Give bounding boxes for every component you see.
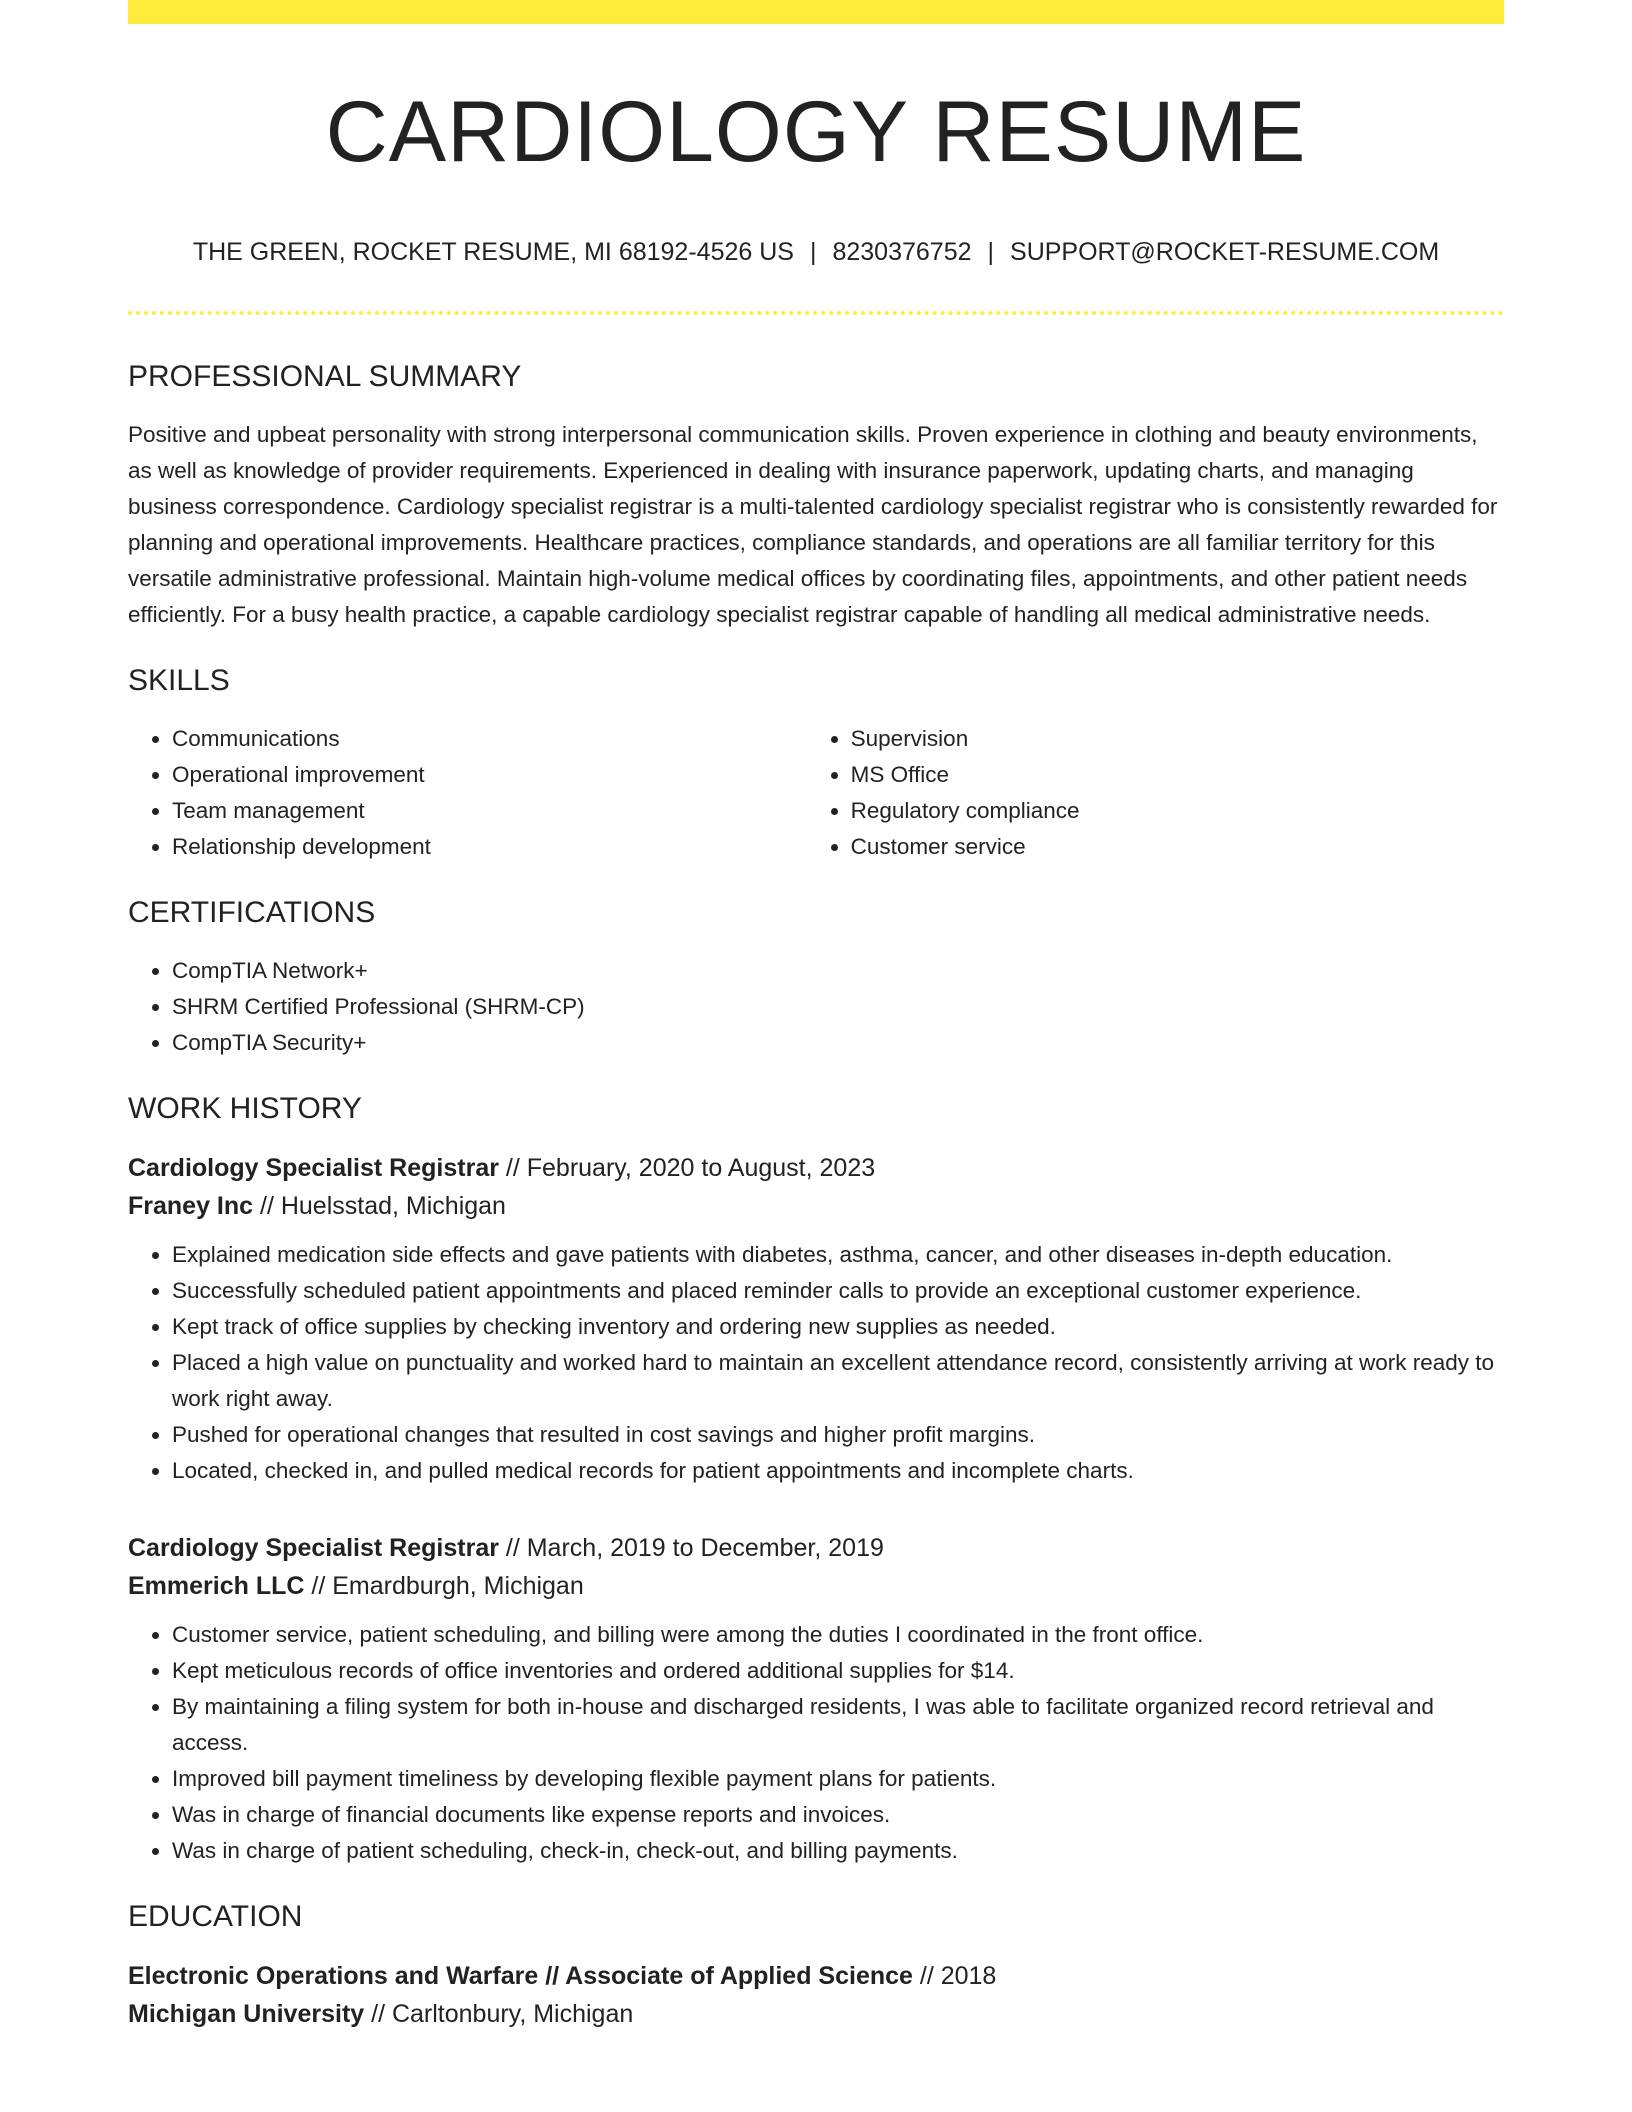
resume-page [128,0,1504,2033]
job-company: Franey Inc [128,1192,254,1220]
contact-email: SUPPORT@ROCKET-RESUME.COM [1010,238,1440,266]
job-duty: • By maintaining a filing system for both in-house and discharged residents, I was able to facilitate organized record retrieval and access. [172,1689,1504,1761]
job-entry [128,1149,1504,1489]
education-entry [128,1957,1504,2033]
job-company-line [128,1567,1504,1605]
skills-grid [128,721,1504,865]
job-title-line [128,1529,1504,1567]
job-dates: // February, 2020 to August, 2023 [498,1154,876,1182]
summary-heading: PROFESSIONAL SUMMARY [128,360,522,393]
skill-item: • Team management [172,793,807,829]
skill-item: • Customer service [851,829,1504,865]
skills-list-right [807,721,1504,865]
job-duty: • Kept meticulous records of office inventories and ordered additional supplies for $14. [172,1653,1504,1689]
certification-item: • CompTIA Network+ [172,953,1504,989]
job-duties-list [128,1617,1504,1869]
skill-item: • Relationship development [172,829,807,865]
education-year: // 2018 [912,1962,997,1990]
job-duty: • Placed a high value on punctuality and worked hard to maintain an excellent attendance record, consistently arriving at work ready to work right away. [172,1345,1504,1417]
job-duty: • Kept track of office supplies by checking inventory and ordering new supplies as needed. [172,1309,1504,1345]
skill-item: • Communications [172,721,807,757]
summary-text: Positive and upbeat personality with strong interpersonal communication skills. Proven experience in clothing and beauty environments, as well as knowledge of provider requirements. Experienced in dealing with insurance paperwork, updating charts, and managing business correspondence. Cardiology specialist registrar is a multi-talented cardiology specialist registrar who is consistently rewarded for planning and operational improvements. Healthcare practices, compliance standards, and operations are all familiar territory for this versatile administrative professional. Maintain high-volume medical offices by coordinating files, appointments, and other patient needs efficiently. For a busy health practice, a capable cardiology specialist registrar capable of handling all medical administrative needs. [128,422,1498,627]
job-duty: • Located, checked in, and pulled medical records for patient appointments and incomplete charts. [172,1453,1504,1489]
skills-heading: SKILLS [128,664,230,697]
skill-item: • MS Office [851,757,1504,793]
job-duty: • Pushed for operational changes that resulted in cost savings and higher profit margins. [172,1417,1504,1453]
education-location: // Carltonbury, Michigan [364,2000,634,2028]
job-duty: • Successfully scheduled patient appointments and placed reminder calls to provide an exceptional customer experience. [172,1273,1504,1309]
education-school: Michigan University [128,2000,365,2028]
job-location: // Huelsstad, Michigan [253,1192,506,1220]
resume-title: CARDIOLOGY RESUME [325,84,1307,180]
job-duty: • Customer service, patient scheduling, and billing were among the duties I coordinated in the front office. [172,1617,1504,1653]
job-duty: • Was in charge of financial documents like expense reports and invoices. [172,1797,1504,1833]
education-degree: Electronic Operations and Warfare // Associate of Applied Science [128,1962,913,1990]
job-duties-list [128,1237,1504,1489]
education-heading: EDUCATION [128,1900,303,1933]
job-duty: • Was in charge of patient scheduling, check-in, check-out, and billing payments. [172,1833,1504,1869]
job-title-line [128,1149,1504,1187]
skill-item: • Operational improvement [172,757,807,793]
job-title: Cardiology Specialist Registrar [128,1154,499,1182]
dotted-divider [128,311,1504,315]
job-location: // Emardburgh, Michigan [304,1572,584,1600]
certifications-list [128,953,1504,1061]
contact-phone: 8230376752 [832,238,972,266]
skills-list-left [128,721,807,865]
job-duty: • Explained medication side effects and gave patients with diabetes, asthma, cancer, and other diseases in-depth education. [172,1237,1504,1273]
job-dates: // March, 2019 to December, 2019 [498,1534,884,1562]
skill-item: • Supervision [851,721,1504,757]
contact-address: THE GREEN, ROCKET RESUME, MI 68192-4526 US [192,238,794,266]
skill-item: • Regulatory compliance [851,793,1504,829]
contact-separator: | [809,238,817,266]
education-degree-line [128,1957,1504,1995]
certification-item: • CompTIA Security+ [172,1025,1504,1061]
certification-item: • SHRM Certified Professional (SHRM-CP) [172,989,1504,1025]
job-company: Emmerich LLC [128,1572,305,1600]
contact-line [128,236,1504,268]
job-entry [128,1529,1504,1869]
contact-separator: | [987,238,995,266]
job-company-line [128,1187,1504,1225]
work-history-heading: WORK HISTORY [128,1092,362,1125]
accent-bar [128,0,1504,24]
certifications-heading: CERTIFICATIONS [128,896,376,929]
job-title: Cardiology Specialist Registrar [128,1534,499,1562]
job-duty: • Improved bill payment timeliness by developing flexible payment plans for patients. [172,1761,1504,1797]
education-school-line [128,1995,1504,2033]
